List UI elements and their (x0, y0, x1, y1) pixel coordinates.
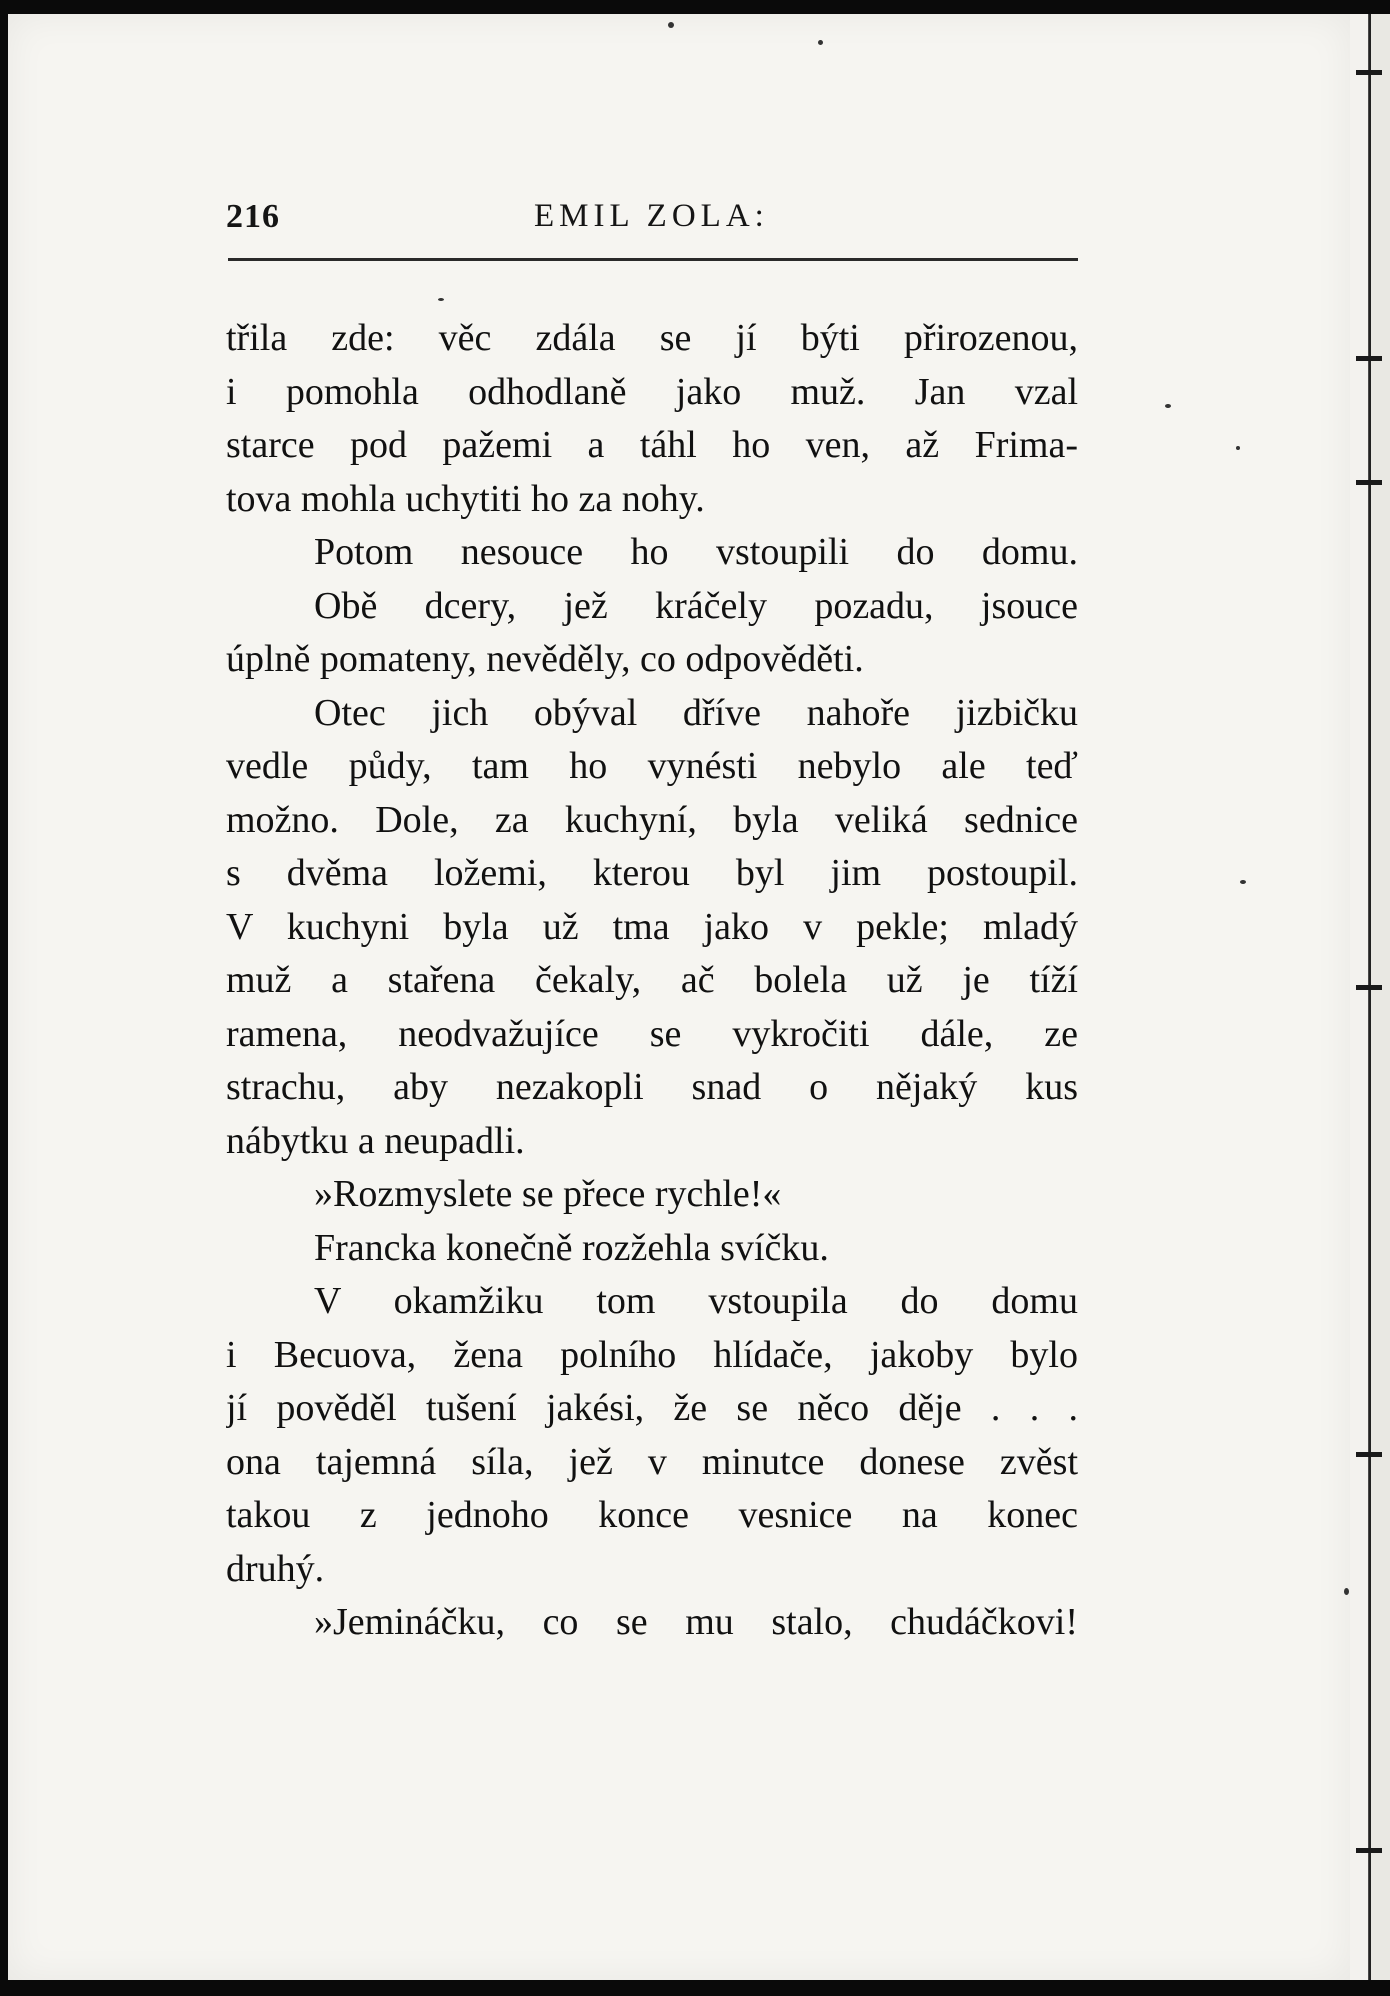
text-line: jí pověděl tušení jakési, že se něco děje . . . (226, 1387, 1078, 1429)
scan-top-border (0, 0, 1390, 14)
edge-mark (1356, 70, 1382, 75)
header-rule (228, 258, 1078, 261)
edge-mark (1356, 1452, 1382, 1457)
edge-mark (1356, 480, 1382, 485)
page-header (226, 198, 1078, 244)
text-line: třila zde: věc zdála se jí býti přirozenou, (226, 317, 1078, 359)
text-line: vedle půdy, tam ho vynésti nebylo ale teď (226, 745, 1078, 787)
scan-speck (668, 22, 674, 28)
text-line: starce pod pažemi a táhl ho ven, až Frima- (226, 424, 1078, 466)
text-line: V okamžiku tom vstoupila do domu (314, 1280, 1078, 1322)
edge-mark (1356, 985, 1382, 990)
scan-speck (1240, 880, 1246, 884)
running-head: EMIL ZOLA: (534, 198, 769, 234)
text-line: takou z jednoho konce vesnice na konec (226, 1494, 1078, 1536)
text-line: Otec jich obýval dříve nahoře jizbičku (314, 691, 1078, 734)
page-number: 216 (226, 198, 280, 235)
scan-speck (818, 40, 823, 45)
edge-mark (1356, 1848, 1382, 1853)
scan-speck (1344, 1588, 1349, 1595)
text-line: s dvěma ložemi, kterou byl jim postoupil. (226, 852, 1078, 894)
text-line: V kuchyni byla už tma jako v pekle; mladý (226, 905, 1078, 948)
text-line: i Becuova, žena polního hlídače, jakoby bylo (226, 1333, 1078, 1376)
text-line: ramena, neodvažujíce se vykročiti dále, ze (226, 1012, 1078, 1055)
text-line: strachu, aby nezakopli snad o nějaký kus (226, 1066, 1078, 1108)
edge-mark (1356, 356, 1382, 361)
text-line: možno. Dole, za kuchyní, byla veliká sednice (226, 798, 1078, 841)
scan-speck (1236, 446, 1240, 450)
text-line: »Jemináčku, co se mu stalo, chudáčkovi! (314, 1601, 1078, 1643)
text-line: »Rozmyslete se přece rychle!« (314, 1173, 782, 1215)
text-line: úplně pomateny, nevěděly, co odpověděti. (226, 638, 864, 680)
text-line: muž a stařena čekaly, ač bolela už je tíží (226, 959, 1078, 1001)
text-line: ona tajemná síla, jež v minutce donese zvěst (226, 1440, 1078, 1483)
text-line: Obě dcery, jež kráčely pozadu, jsouce (314, 584, 1078, 627)
text-line: Francka konečně rozžehla svíčku. (314, 1226, 829, 1269)
page-binding-edge (1350, 14, 1390, 1980)
scan-speck (1165, 404, 1171, 408)
text-line: druhý. (226, 1547, 325, 1590)
scan-bottom-border (0, 1980, 1390, 1996)
text-line: tova mohla uchytiti ho za nohy. (226, 477, 705, 520)
scan-speck (438, 298, 444, 301)
text-line: i pomohla odhodlaně jako muž. Jan vzal (226, 370, 1078, 413)
text-line: nábytku a neupadli. (226, 1119, 525, 1162)
text-line: Potom nesouce ho vstoupili do domu. (314, 531, 1078, 573)
body-text (226, 312, 1078, 1650)
